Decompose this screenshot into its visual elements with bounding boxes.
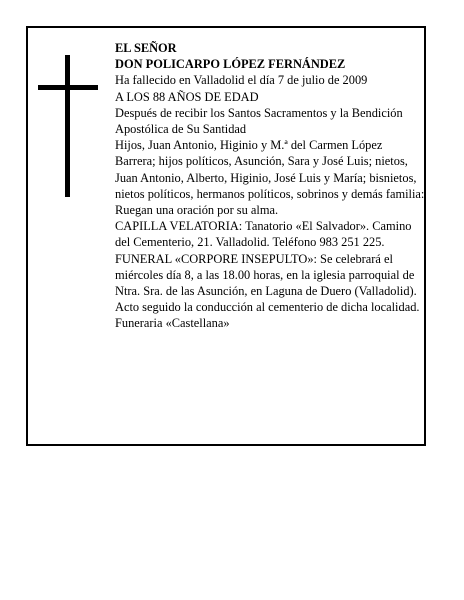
chapel-info: CAPILLA VELATORIA: Tanatorio «El Salvador». Camino del Cementerio, 21. Valladolid. Teléfono 983 251 225. (115, 219, 412, 250)
cross-vertical-bar (65, 55, 70, 197)
cross-horizontal-bar (38, 85, 98, 90)
family-list: Hijos, Juan Antonio, Higinio y M.ª del Carmen López Barrera; hijos políticos, Asunción, Sara y José Luis; nietos, Juan Antonio, Alberto, Higinio, José Luis y María; bisnietos, nietos políticos, hermanos políticos, sobrinos y demás familia: (115, 138, 425, 201)
obituary-text (115, 40, 426, 332)
notice-title: EL SEÑOR (115, 41, 177, 55)
death-line: Ha fallecido en Valladolid el día 7 de julio de 2009 (115, 73, 368, 88)
sacraments-line: Después de recibir los Santos Sacramentos y la Bendición Apostólica de Su Santidad (115, 105, 403, 137)
deceased-name: DON POLICARPO LÓPEZ FERNÁNDEZ (115, 57, 346, 72)
cross-icon (38, 55, 98, 197)
funeral-home: Funeraria «Castellana» (115, 316, 230, 331)
prayer-line: Ruegan una oración por su alma. (115, 203, 279, 218)
funeral-info: FUNERAL «CORPORE INSEPULTO»: Se celebrará el miércoles día 8, a las 18.00 horas, en la iglesia parroquial de Ntra. Sra. de las Asunción, en Laguna de Duero (Valladolid). Acto seguido la conducción al cementerio de dicha localidad. (115, 251, 420, 315)
age-line: A LOS 88 AÑOS DE EDAD (115, 89, 259, 104)
